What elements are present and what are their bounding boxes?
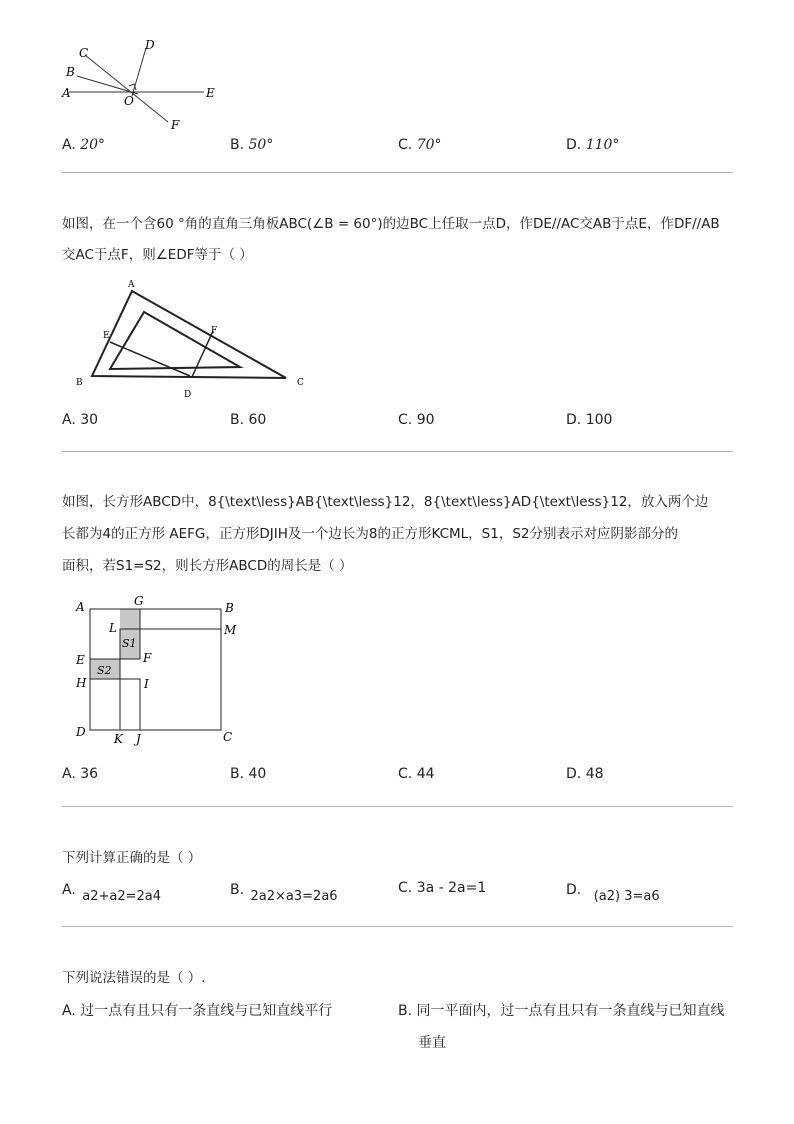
q3-label-g: G <box>134 594 144 608</box>
q3-label-f: F <box>143 651 152 665</box>
option-letter: B. <box>230 766 245 782</box>
q3-label-a: A <box>76 600 85 614</box>
q3-option-b[interactable] <box>230 766 266 782</box>
option-value: 70° <box>416 137 442 153</box>
q2-label-e: E <box>103 331 110 341</box>
option-letter: D. <box>566 137 582 153</box>
option-letter: D. <box>566 766 582 782</box>
option-letter: C. <box>398 412 413 428</box>
q5-option-b[interactable] <box>398 1000 725 1020</box>
option-letter: A. <box>62 766 76 782</box>
option-letter: C. <box>398 880 413 896</box>
option-letter: D. <box>566 882 582 898</box>
q4-option-b[interactable] <box>230 882 338 904</box>
divider <box>62 172 733 173</box>
q5-option-a[interactable] <box>62 1000 332 1020</box>
option-letter: B. <box>230 412 245 428</box>
q1-option-d[interactable] <box>566 137 619 153</box>
q4-option-a[interactable] <box>62 882 162 904</box>
option-letter: A. <box>62 137 76 153</box>
q2-stem-line-2: 交AC于点F，则∠EDF等于（ ） <box>62 247 253 263</box>
q3-label-s2: S2 <box>97 664 112 677</box>
option-value: 50° <box>248 137 274 153</box>
q3-label-d: D <box>76 725 86 739</box>
q3-label-c: C <box>223 730 233 744</box>
option-letter: D. <box>566 412 582 428</box>
q1-option-c[interactable] <box>398 137 442 153</box>
option-value: 44 <box>416 766 435 782</box>
option-value: 20° <box>80 137 106 153</box>
q3-stem-line-2: 长都为4的正方形 AEFG，正方形DJIH及一个边长为8的正方形KCML，S1，S2分别表示对应阴影部分的 <box>62 526 678 542</box>
divider <box>62 451 733 452</box>
option-value: 90 <box>416 412 435 428</box>
option-value: 40 <box>248 766 267 782</box>
q3-label-j: J <box>136 732 141 746</box>
q3-stem-line-1: 如图，长方形ABCD中，8{\text\less}AB{\text\less}12，8{\text\less}AD{\text\less}12，放入两个边 <box>62 494 709 510</box>
q1-label-a: A <box>62 86 71 100</box>
option-value: a2+a2=2a4 <box>82 889 162 904</box>
option-value: 48 <box>585 766 604 782</box>
q2-label-b: B <box>76 378 83 388</box>
option-letter: B. <box>230 137 245 153</box>
q3-option-d[interactable] <box>566 766 604 782</box>
q1-angle-figure <box>58 34 228 134</box>
option-value: (a2) 3=a6 <box>593 889 660 904</box>
q2-label-a: A <box>128 280 135 290</box>
q3-label-k: K <box>114 732 123 746</box>
option-letter: A. <box>62 1003 76 1019</box>
q3-rectangle-figure <box>70 592 250 752</box>
q5-option-b-continued <box>418 1032 446 1052</box>
option-letter: A. <box>62 412 76 428</box>
q3-stem-line-3: 面积，若S1=S2，则长方形ABCD的周长是（ ） <box>62 558 353 574</box>
option-value: 过一点有且只有一条直线与已知直线平行 <box>80 1003 333 1019</box>
q2-option-d[interactable] <box>566 412 612 428</box>
q3-label-b: B <box>225 601 234 615</box>
option-value: 垂直 <box>418 1035 446 1051</box>
q3-label-i: I <box>144 677 149 691</box>
option-letter: C. <box>398 766 413 782</box>
q1-option-a[interactable] <box>62 137 105 153</box>
option-value: 3a - 2a=1 <box>416 880 487 896</box>
q3-label-l: L <box>109 621 117 635</box>
option-letter: B. <box>230 882 245 898</box>
option-value: 100 <box>585 412 613 428</box>
q5-stem: 下列说法错误的是（ ）. <box>62 970 206 986</box>
q3-label-h: H <box>76 676 87 690</box>
q2-label-f: F <box>211 326 218 336</box>
q3-label-e: E <box>76 653 85 667</box>
q4-option-c[interactable] <box>398 880 486 896</box>
q2-option-b[interactable] <box>230 412 266 428</box>
option-value: 2a2×a3=2a6 <box>250 889 338 904</box>
option-letter: B. <box>398 1003 413 1019</box>
q1-option-b[interactable] <box>230 137 273 153</box>
option-value: 36 <box>80 766 99 782</box>
q1-label-c: C <box>79 46 89 60</box>
option-letter: A. <box>62 882 76 898</box>
divider <box>62 926 733 927</box>
q2-option-a[interactable] <box>62 412 98 428</box>
q4-option-d[interactable] <box>566 882 660 904</box>
option-letter: C. <box>398 137 413 153</box>
q4-stem: 下列计算正确的是（ ） <box>62 850 202 866</box>
q3-label-s1: S1 <box>122 637 137 650</box>
q2-label-c: C <box>297 378 304 388</box>
q1-label-e: E <box>206 86 215 100</box>
option-value: 110° <box>585 137 620 153</box>
option-value: 30 <box>80 412 99 428</box>
q2-triangle-figure <box>70 276 320 401</box>
q2-stem-line-1: 如图，在一个含60 °角的直角三角板ABC(∠B = 60°)的边BC上任取一点D，作DE//AC交AB于点E，作DF//AB <box>62 216 720 232</box>
q1-label-d: D <box>145 38 155 52</box>
divider <box>62 806 733 807</box>
q2-label-d: D <box>184 390 192 400</box>
q1-label-b: B <box>66 65 75 79</box>
q1-label-f: F <box>171 118 180 132</box>
q3-option-a[interactable] <box>62 766 98 782</box>
option-value: 同一平面内，过一点有且只有一条直线与已知直线 <box>416 1003 725 1019</box>
q1-label-o: O <box>124 94 134 108</box>
option-value: 60 <box>248 412 267 428</box>
q3-option-c[interactable] <box>398 766 435 782</box>
q2-option-c[interactable] <box>398 412 435 428</box>
q3-label-m: M <box>224 623 237 637</box>
